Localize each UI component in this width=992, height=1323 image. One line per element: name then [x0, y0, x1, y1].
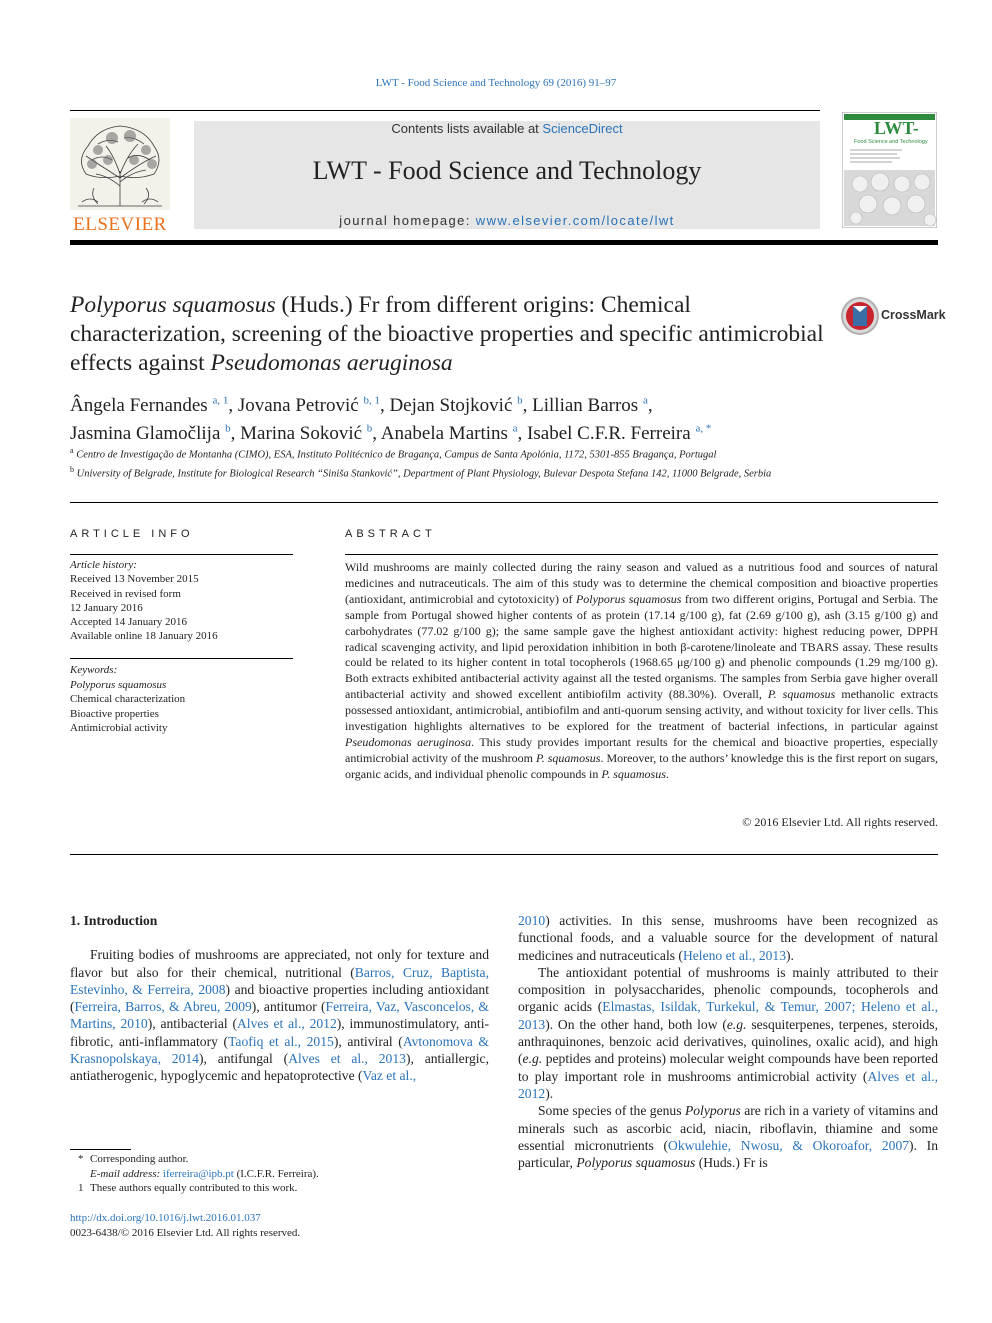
author: [70, 395, 238, 416]
keyword-item: Polyporus squamosus: [70, 678, 167, 691]
keyword-item: Bioactive properties: [70, 707, 159, 720]
text: The antioxidant potential of mushrooms is mainly attributed to their composition in polysaccharides, phenolic compounds, tocopherols and organic acids (: [518, 964, 938, 1015]
author-affiliation-mark[interactable]: b, 1: [363, 395, 380, 407]
header-bottom-rule: [70, 240, 938, 245]
footnote-text: Corresponding author.: [90, 1153, 189, 1165]
footnote-equal-contribution: [70, 1181, 490, 1196]
email-label: E-mail address:: [90, 1167, 163, 1180]
text: are rich in a variety of vitamins and minerals such as ascorbic acid, niacin, riboflavin, thiamine and some essential micronutrients (: [518, 1103, 938, 1153]
text: ), antifungal (: [198, 1051, 289, 1067]
author-affiliation-mark[interactable]: b: [366, 422, 373, 435]
history-item: Accepted 14 January 2016: [70, 616, 187, 629]
author-affiliation-mark[interactable]: b: [225, 422, 231, 435]
abstract-italic: Pseudomonas aeruginosa: [345, 734, 472, 749]
author-affiliation-mark[interactable]: a: [512, 422, 518, 435]
intro-paragraph-1: [70, 946, 489, 1084]
author: [532, 395, 652, 416]
homepage-prefix: journal homepage:: [339, 213, 476, 228]
affiliation-a: [70, 444, 830, 463]
journal-reference[interactable]: LWT - Food Science and Technology 69 (2016) 91–97: [375, 77, 617, 89]
email-link[interactable]: iferreira@ipb.pt: [162, 1167, 234, 1180]
abstract-text: [345, 560, 938, 783]
abstract-segment: Wild mushrooms are mainly collected during the rainy season and valued as a nutritious food and sources of natural medicines and nutraceuticals. The aim of this study was to determine the chemical composition and bioactive properties (antioxidant, antimicrobial and cytotoxicity) of: [345, 560, 938, 606]
text: Some species of the genus: [538, 1103, 685, 1119]
history-item: 12 January 2016: [70, 601, 143, 614]
history-label: Article history:: [70, 559, 137, 571]
affiliation-b: [70, 463, 830, 482]
intro-paragraph-3: [518, 1102, 938, 1171]
citation-link[interactable]: Barros, Cruz, Baptista, Estevinho, & Ferreira, 2008: [70, 964, 489, 997]
text: Fruiting bodies of mushrooms are appreciated, not only for texture and flavor but also for their chemical, nutritional (: [70, 947, 489, 980]
divider: [70, 854, 938, 855]
affiliation-text: University of Belgrade, Institute for Biological Research “Siniša Stanković”, Department of Plant Physiology, Bulevar Despota Stefana 142, 11000 Belgrade, Serbia: [76, 468, 772, 480]
section-heading-introduction: 1. Introduction: [70, 913, 158, 928]
crossmark-badge[interactable]: [840, 296, 946, 336]
body-column-left: [70, 912, 489, 1085]
text: ), antiallergic, antiatherogenic, hypoglycemic and hepatoprotective (: [70, 1051, 489, 1084]
text: (Huds.) Fr is: [695, 1155, 768, 1171]
citation-link[interactable]: 2010: [518, 913, 546, 928]
keyword-item: Antimicrobial activity: [70, 722, 168, 734]
doi-link[interactable]: http://dx.doi.org/10.1016/j.lwt.2016.01.037: [70, 1212, 261, 1224]
intro-paragraph-2: [518, 964, 938, 1102]
affiliation-mark: b: [70, 465, 74, 474]
author-separator: ,: [379, 395, 390, 417]
citation-link[interactable]: Avtonomova & Krasnopolskaya, 2014: [70, 1033, 489, 1067]
text: ) activities. In this sense, mushrooms have been recognized as functional foods, and a valuable source for the development of natural medicines and nutraceuticals (: [518, 913, 938, 963]
text: ), antitumor (: [251, 999, 326, 1015]
text: ), antiviral (: [333, 1033, 403, 1049]
footnote-corresponding: [70, 1152, 490, 1167]
abstract-segment: . This study provides important results for the chemical and bioactive properties, especially antimicrobial activity of the mushroom: [345, 734, 938, 765]
author: [389, 395, 532, 416]
footnote-text: (I.C.F.R. Ferreira).: [233, 1167, 319, 1180]
citation-link[interactable]: Elmastas, Isildak, Turkekul, & Temur, 2007; Heleno et al., 2013: [518, 999, 938, 1032]
author-separator: ,: [228, 395, 238, 417]
journal-name: LWT - Food Science and Technology: [312, 156, 702, 185]
cover-title: LWT-: [874, 118, 919, 138]
author-list: [70, 390, 830, 445]
crossmark-icon: [840, 296, 880, 336]
text: ).: [545, 1085, 554, 1101]
author-separator: ,: [647, 395, 653, 417]
abstract-copyright: © 2016 Elsevier Ltd. All rights reserved.: [742, 815, 938, 829]
intro-paragraph-1-continued: [518, 912, 938, 964]
abstract-segment: .: [665, 766, 669, 781]
title-pathogen: Pseudomonas aeruginosa: [210, 350, 453, 376]
citation-link[interactable]: Ferreira, Barros, & Abreu, 2009: [74, 999, 252, 1015]
elsevier-wordmark: ELSEVIER: [73, 214, 167, 235]
footnotes: [70, 1152, 490, 1196]
text-italic: e.g.: [726, 1016, 747, 1032]
body-column-right: [518, 912, 938, 1171]
keywords-label: Keywords:: [70, 664, 118, 676]
citation-link[interactable]: Ferreira, Vaz, Vasconcelos, & Martins, 2010: [70, 999, 489, 1032]
citation-link[interactable]: Taofiq et al., 2015: [228, 1033, 334, 1049]
author-name: Jasmina Glamočlija: [70, 422, 221, 444]
article-history: [70, 558, 293, 644]
divider: [345, 554, 938, 555]
title-species: Polyporus squamosus: [70, 292, 276, 318]
cover-subtitle: Food Science and Technology: [854, 139, 928, 145]
keyword-item: Chemical characterization: [70, 693, 186, 705]
author-separator: ,: [522, 395, 533, 417]
text: ). On the other hand, both low (: [545, 1016, 727, 1032]
author-separator: ,: [517, 422, 528, 444]
affiliation-mark: a: [70, 446, 74, 455]
author: [70, 423, 240, 444]
author-separator: ,: [230, 422, 241, 444]
footnote-mark: *: [78, 1153, 84, 1165]
divider: [70, 502, 938, 503]
author-name: Marina Soković: [240, 422, 363, 444]
citation-link[interactable]: Alves et al., 2013: [288, 1051, 406, 1067]
author: [240, 423, 381, 444]
footnote-email: [70, 1167, 490, 1182]
divider: [70, 658, 293, 659]
abstract-heading: ABSTRACT: [345, 528, 436, 540]
author-name: Ângela Fernandes: [70, 395, 208, 417]
citation-link[interactable]: Alves et al., 2012: [518, 1068, 938, 1101]
article-title: [70, 291, 830, 378]
abstract-italic: P. squamosus: [767, 687, 836, 702]
author-name: Jovana Petrović: [237, 395, 359, 417]
abstract-segment: . Moreover, to the authors’ knowledge this is the first report on sugars, organic acids, and individual phenolic compounds in: [345, 750, 938, 781]
author: [527, 423, 711, 444]
citation-link[interactable]: Alves et al., 2012: [236, 1016, 337, 1032]
author-affiliation-mark[interactable]: b: [517, 395, 523, 407]
author-affiliation-mark[interactable]: a: [642, 395, 648, 407]
citation-link[interactable]: Heleno et al., 2013: [682, 947, 787, 963]
author-affiliation-mark[interactable]: a, 1: [212, 395, 229, 407]
abstract-italic: Polyporus squamosus: [575, 591, 682, 606]
text: ) and bioactive properties including antioxidant (: [70, 981, 489, 1015]
title-main: (Huds.) Fr from different origins: Chemical characterization, screening of the bioactive properties and specific antimicrobial effects against: [70, 292, 824, 376]
author: [381, 423, 527, 444]
author-separator: ,: [372, 422, 381, 444]
history-item: Available online 18 January 2016: [70, 630, 218, 643]
issn-line: 0023-6438/© 2016 Elsevier Ltd. All rights reserved.: [70, 1227, 301, 1239]
text-italic: Polyporus: [684, 1103, 741, 1119]
text: ), antibacterial (: [147, 1016, 237, 1032]
author-name: Isabel C.F.R. Ferreira: [527, 422, 691, 444]
elsevier-logo[interactable]: [68, 116, 172, 234]
abstract-segment: methanolic extracts possessed antioxidant, antimicrobial, antibiofilm and anti-quorum sensing activity, and without toxicity for liver cells. This investigation highlights alternatives to be explored for the treatment of bacterial infections, in particular against: [345, 687, 938, 734]
citation-link[interactable]: Okwulehie, Nwosu, & Okoroafor, 2007: [668, 1137, 910, 1153]
author-affiliation-mark[interactable]: a, *: [695, 422, 712, 435]
author-name: Anabela Martins: [380, 422, 508, 444]
author-name: Lillian Barros: [532, 395, 639, 417]
citation-link[interactable]: Vaz et al.,: [362, 1068, 417, 1084]
header-top-rule: [70, 110, 820, 111]
abstract-italic: P. squamosus: [601, 766, 666, 781]
footnote-text: These authors equally contributed to this work.: [90, 1182, 298, 1194]
author-name: Dejan Stojković: [389, 395, 513, 417]
author: [238, 395, 390, 416]
homepage-link[interactable]: www.elsevier.com/locate/lwt: [475, 213, 675, 228]
text: peptides and proteins) molecular weight compounds have been reported to play important role in mushrooms antimicrobial activity (: [518, 1051, 938, 1084]
homepage-line: [194, 213, 820, 228]
abstract-italic: P. squamosus: [535, 750, 601, 765]
journal-cover-thumbnail[interactable]: [842, 112, 937, 228]
text-italic: e.g.: [522, 1051, 543, 1067]
footnote-rule: [70, 1149, 131, 1150]
text: ). In particular,: [518, 1137, 938, 1171]
divider: [70, 554, 293, 555]
doi-block: [70, 1211, 490, 1241]
abstract-segment: from two different origins, Portugal and Serbia. The sample from Portugal showed higher contents of as protein (17.14 g/100 g), fat (2.69 g/100 g), ash (3.15 g/100 g) and carbohydrates (77.02 g/100 g); the same sample gave the highest antioxidant activity: highest reducing power, DPPH radical scavenging activity, and lipid peroxidation inhibition in both β-carotene/linoleate and TBARS assay. These results could be related to its higher content in total tocopherols (1968.65 μg/100 g) and phenolic compounds (1.29 mg/100 g). Both extracts exhibited antibacterial activity against all the tested organisms. The samples from Serbia gave higher overall antibacterial activity and showed excellent antibiofilm activity (88.30%). Overall,: [345, 591, 938, 702]
keywords: [70, 663, 293, 736]
crossmark-label: CrossMark: [881, 308, 946, 322]
sciencedirect-link[interactable]: ScienceDirect: [542, 121, 623, 136]
contents-prefix: Contents lists available at: [391, 121, 543, 136]
affiliations: [70, 444, 830, 482]
history-item: Received 13 November 2015: [70, 573, 199, 586]
footnote-mark: 1: [78, 1182, 84, 1194]
history-item: Received in revised form: [70, 587, 181, 600]
text: ).: [786, 947, 794, 963]
affiliation-text: Centro de Investigação de Montanha (CIMO), ESA, Instituto Politécnico de Bragança, Campus de Santa Apolónia, 1172, 5301-855 Bragança, Portugal: [76, 449, 717, 461]
text-italic: Polyporus squamosus: [576, 1155, 696, 1171]
article-info-heading: ARTICLE INFO: [70, 528, 194, 540]
text: sesquiterpenes, terpenes, steroids, anthraquinones, benzoic acid derivatives, quinolines, oxalic acid), and high (: [518, 1016, 938, 1067]
contents-line: [194, 121, 820, 136]
text: ), immunostimulatory, anti-fibrotic, anti-inflammatory (: [70, 1016, 490, 1049]
